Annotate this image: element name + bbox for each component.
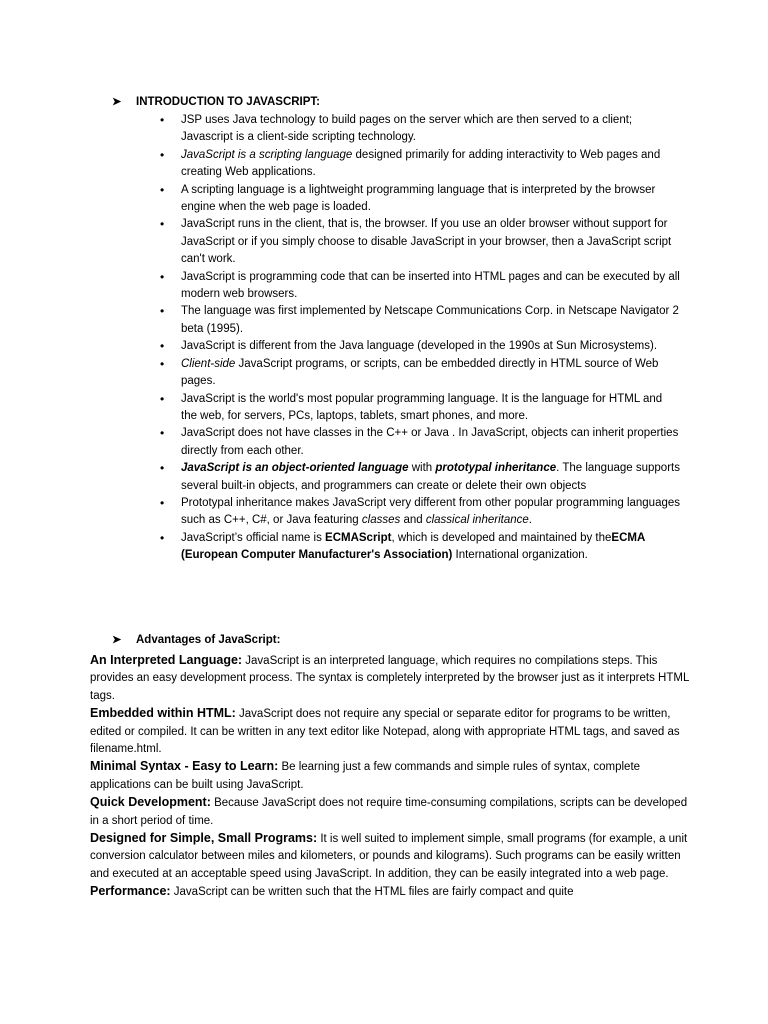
advantage-paragraph: An Interpreted Language: JavaScript is an interpreted language, which requires no compilations steps. This provides an easy development process. The syntax is completely interpreted by the browser just as it interprets HTML tags. <box>90 653 689 702</box>
list-item: • JavaScript is the world's most popular programming language. It is the language for HTML and the web, for servers, PCs, laptops, tablets, smart phones, and more. <box>181 391 681 426</box>
list-item: • Prototypal inheritance makes JavaScript very different from other popular programming languages such as C++, C#, or Java featuring classes and classical inheritance. <box>181 495 681 530</box>
advantages-heading <box>112 632 280 649</box>
advantage-paragraph: Minimal Syntax - Easy to Learn: Be learning just a few commands and simple rules of syntax, complete applications can be built using JavaScript. <box>90 759 641 791</box>
list-item: • A scripting language is a lightweight programming language that is interpreted by the browser engine when the web page is loaded. <box>181 182 681 217</box>
list-item: • The language was first implemented by Netscape Communications Corp. in Netscape Navigator 2 beta (1995). <box>181 303 681 338</box>
advantage-paragraph: Performance: JavaScript can be written such that the HTML files are fairly compact and quite <box>90 884 574 899</box>
list-item: • JavaScript is an object-oriented language with prototypal inheritance. The language supports several built-in objects, and programmers can create or delete their own objects <box>181 460 681 495</box>
intro-bullet-list <box>181 112 681 565</box>
intro-heading <box>112 94 320 111</box>
intro-heading-text: INTRODUCTION TO JAVASCRIPT: <box>136 96 321 108</box>
list-item: • JavaScript is different from the Java language (developed in the 1990s at Sun Microsystems). <box>181 338 681 355</box>
list-item: • JavaScript is a scripting language designed primarily for adding interactivity to Web pages and creating Web applications. <box>181 147 681 182</box>
list-item: • JSP uses Java technology to build pages on the server which are then served to a client; Javascript is a client-side scripting technology. <box>181 112 681 147</box>
list-item: • JavaScript’s official name is ECMAScript, which is developed and maintained by theECMA (European Computer Manufacturer's Association) International organization. <box>181 530 681 565</box>
arrow-bullet-icon: ➤ <box>112 96 122 108</box>
list-item: • JavaScript is programming code that can be inserted into HTML pages and can be executed by all modern web browsers. <box>181 269 681 304</box>
advantages-heading-text: Advantages of JavaScript: <box>136 634 281 646</box>
advantage-paragraph: Designed for Simple, Small Programs: It is well suited to implement simple, small programs (for example, a unit conversion calculator between miles and kilometers, or pounds and kilograms). Such programs can be easily written and executed at an acceptable speed using JavaScript. In addition, they can be easily integrated into a web page. <box>90 831 688 880</box>
advantage-paragraph: Quick Development: Because JavaScript does not require time-consuming compilations, scripts can be developed in a short period of time. <box>90 795 688 827</box>
advantages-body <box>90 652 690 902</box>
list-item: • JavaScript runs in the client, that is, the browser. If you use an older browser without support for JavaScript or if you simply choose to disable JavaScript in your browser, then a JavaScript script can't work. <box>181 216 681 268</box>
advantage-paragraph: Embedded within HTML: JavaScript does not require any special or separate editor for programs to be written, edited or compiled. It can be written in any text editor like Notepad, along with appropriate HTML tags, and saved as filename.html. <box>90 706 680 756</box>
arrow-bullet-icon: ➤ <box>112 634 122 646</box>
list-item: • Client-side JavaScript programs, or scripts, can be embedded directly in HTML source of Web pages. <box>181 356 681 391</box>
list-item: • JavaScript does not have classes in the C++ or Java . In JavaScript, objects can inherit properties directly from each other. <box>181 425 681 460</box>
